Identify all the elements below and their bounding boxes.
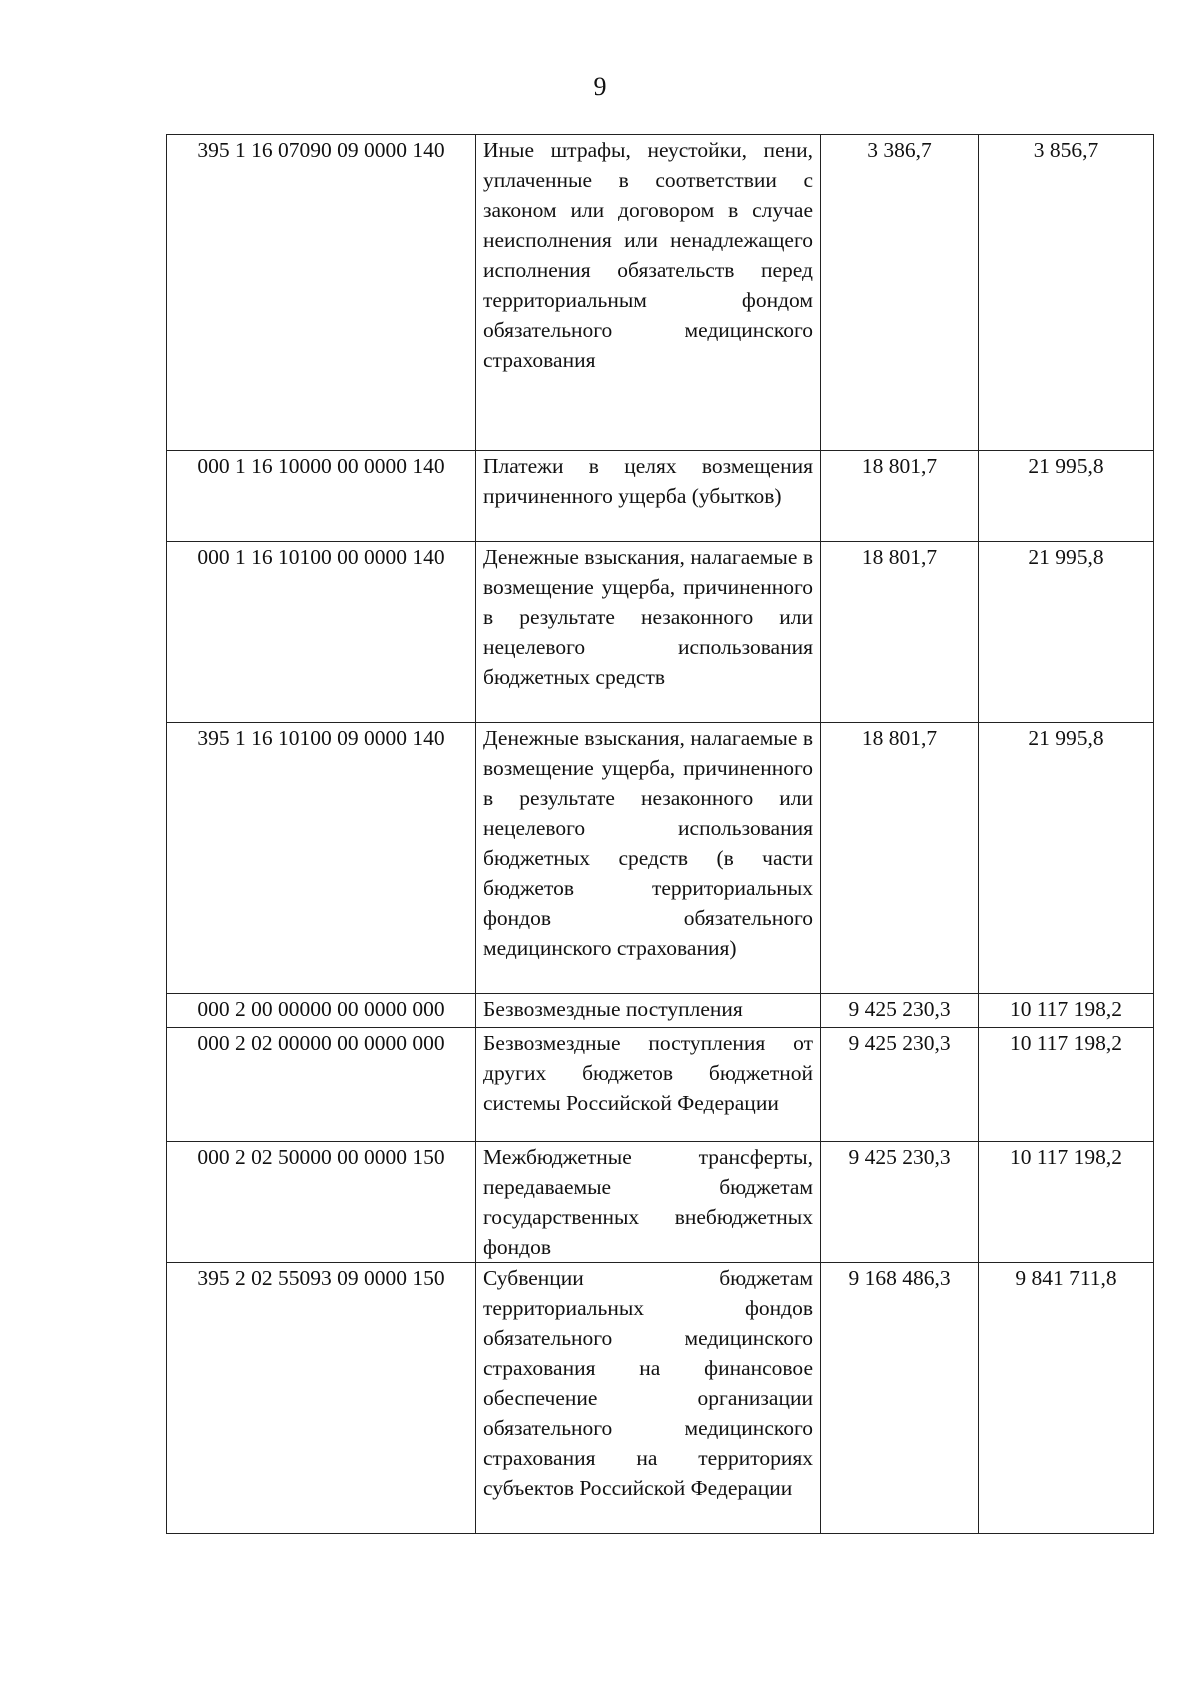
amount-second-year: 21 995,8 <box>979 451 1154 542</box>
amount-first-year: 9 425 230,3 <box>821 1028 979 1142</box>
budget-classification-code: 000 1 16 10000 00 0000 140 <box>167 451 476 542</box>
revenue-name: Денежные взыскания, налагаемые в возмещение ущерба, причиненного в результате незаконного или нецелевого использования бюджетных средств <box>476 542 821 723</box>
table-row <box>167 1142 1154 1263</box>
table-row <box>167 723 1154 994</box>
table-row <box>167 994 1154 1028</box>
amount-first-year: 18 801,7 <box>821 723 979 994</box>
amount-first-year: 9 168 486,3 <box>821 1263 979 1534</box>
amount-second-year: 9 841 711,8 <box>979 1263 1154 1534</box>
amount-second-year: 10 117 198,2 <box>979 994 1154 1028</box>
amount-second-year: 10 117 198,2 <box>979 1028 1154 1142</box>
amount-first-year: 18 801,7 <box>821 451 979 542</box>
budget-revenue-table <box>166 134 1154 1534</box>
revenue-name: Платежи в целях возмещения причиненного ущерба (убытков) <box>476 451 821 542</box>
amount-second-year: 3 856,7 <box>979 135 1154 451</box>
revenue-name: Межбюджетные трансферты, передаваемые бюджетам государственных внебюджетных фондов <box>476 1142 821 1263</box>
revenue-name: Безвозмездные поступления <box>476 994 821 1028</box>
revenue-name: Иные штрафы, неустойки, пени, уплаченные в соответствии с законом или договором в случае неисполнения или ненадлежащего исполнения обязательств перед территориальным фондом обязательного медицинского страхования <box>476 135 821 451</box>
budget-classification-code: 000 2 00 00000 00 0000 000 <box>167 994 476 1028</box>
table-row <box>167 1263 1154 1534</box>
budget-classification-code: 395 2 02 55093 09 0000 150 <box>167 1263 476 1534</box>
revenue-name: Денежные взыскания, налагаемые в возмещение ущерба, причиненного в результате незаконного или нецелевого использования бюджетных средств (в части бюджетов территориальных фондов обязательного медицинского страхования) <box>476 723 821 994</box>
amount-first-year: 9 425 230,3 <box>821 994 979 1028</box>
amount-second-year: 21 995,8 <box>979 723 1154 994</box>
table-row <box>167 1028 1154 1142</box>
budget-classification-code: 395 1 16 10100 09 0000 140 <box>167 723 476 994</box>
amount-first-year: 9 425 230,3 <box>821 1142 979 1263</box>
table-row <box>167 451 1154 542</box>
budget-classification-code: 000 2 02 00000 00 0000 000 <box>167 1028 476 1142</box>
amount-second-year: 21 995,8 <box>979 542 1154 723</box>
amount-second-year: 10 117 198,2 <box>979 1142 1154 1263</box>
page-number: 9 <box>593 72 607 101</box>
budget-classification-code: 395 1 16 07090 09 0000 140 <box>167 135 476 451</box>
budget-classification-code: 000 2 02 50000 00 0000 150 <box>167 1142 476 1263</box>
amount-first-year: 18 801,7 <box>821 542 979 723</box>
budget-classification-code: 000 1 16 10100 00 0000 140 <box>167 542 476 723</box>
table-row <box>167 542 1154 723</box>
amount-first-year: 3 386,7 <box>821 135 979 451</box>
revenue-name: Субвенции бюджетам территориальных фондов обязательного медицинского страхования на финансовое обеспечение организации обязательного медицинского страхования на территориях субъектов Российской Федерации <box>476 1263 821 1534</box>
revenue-name: Безвозмездные поступления от других бюджетов бюджетной системы Российской Федерации <box>476 1028 821 1142</box>
table-row <box>167 135 1154 451</box>
